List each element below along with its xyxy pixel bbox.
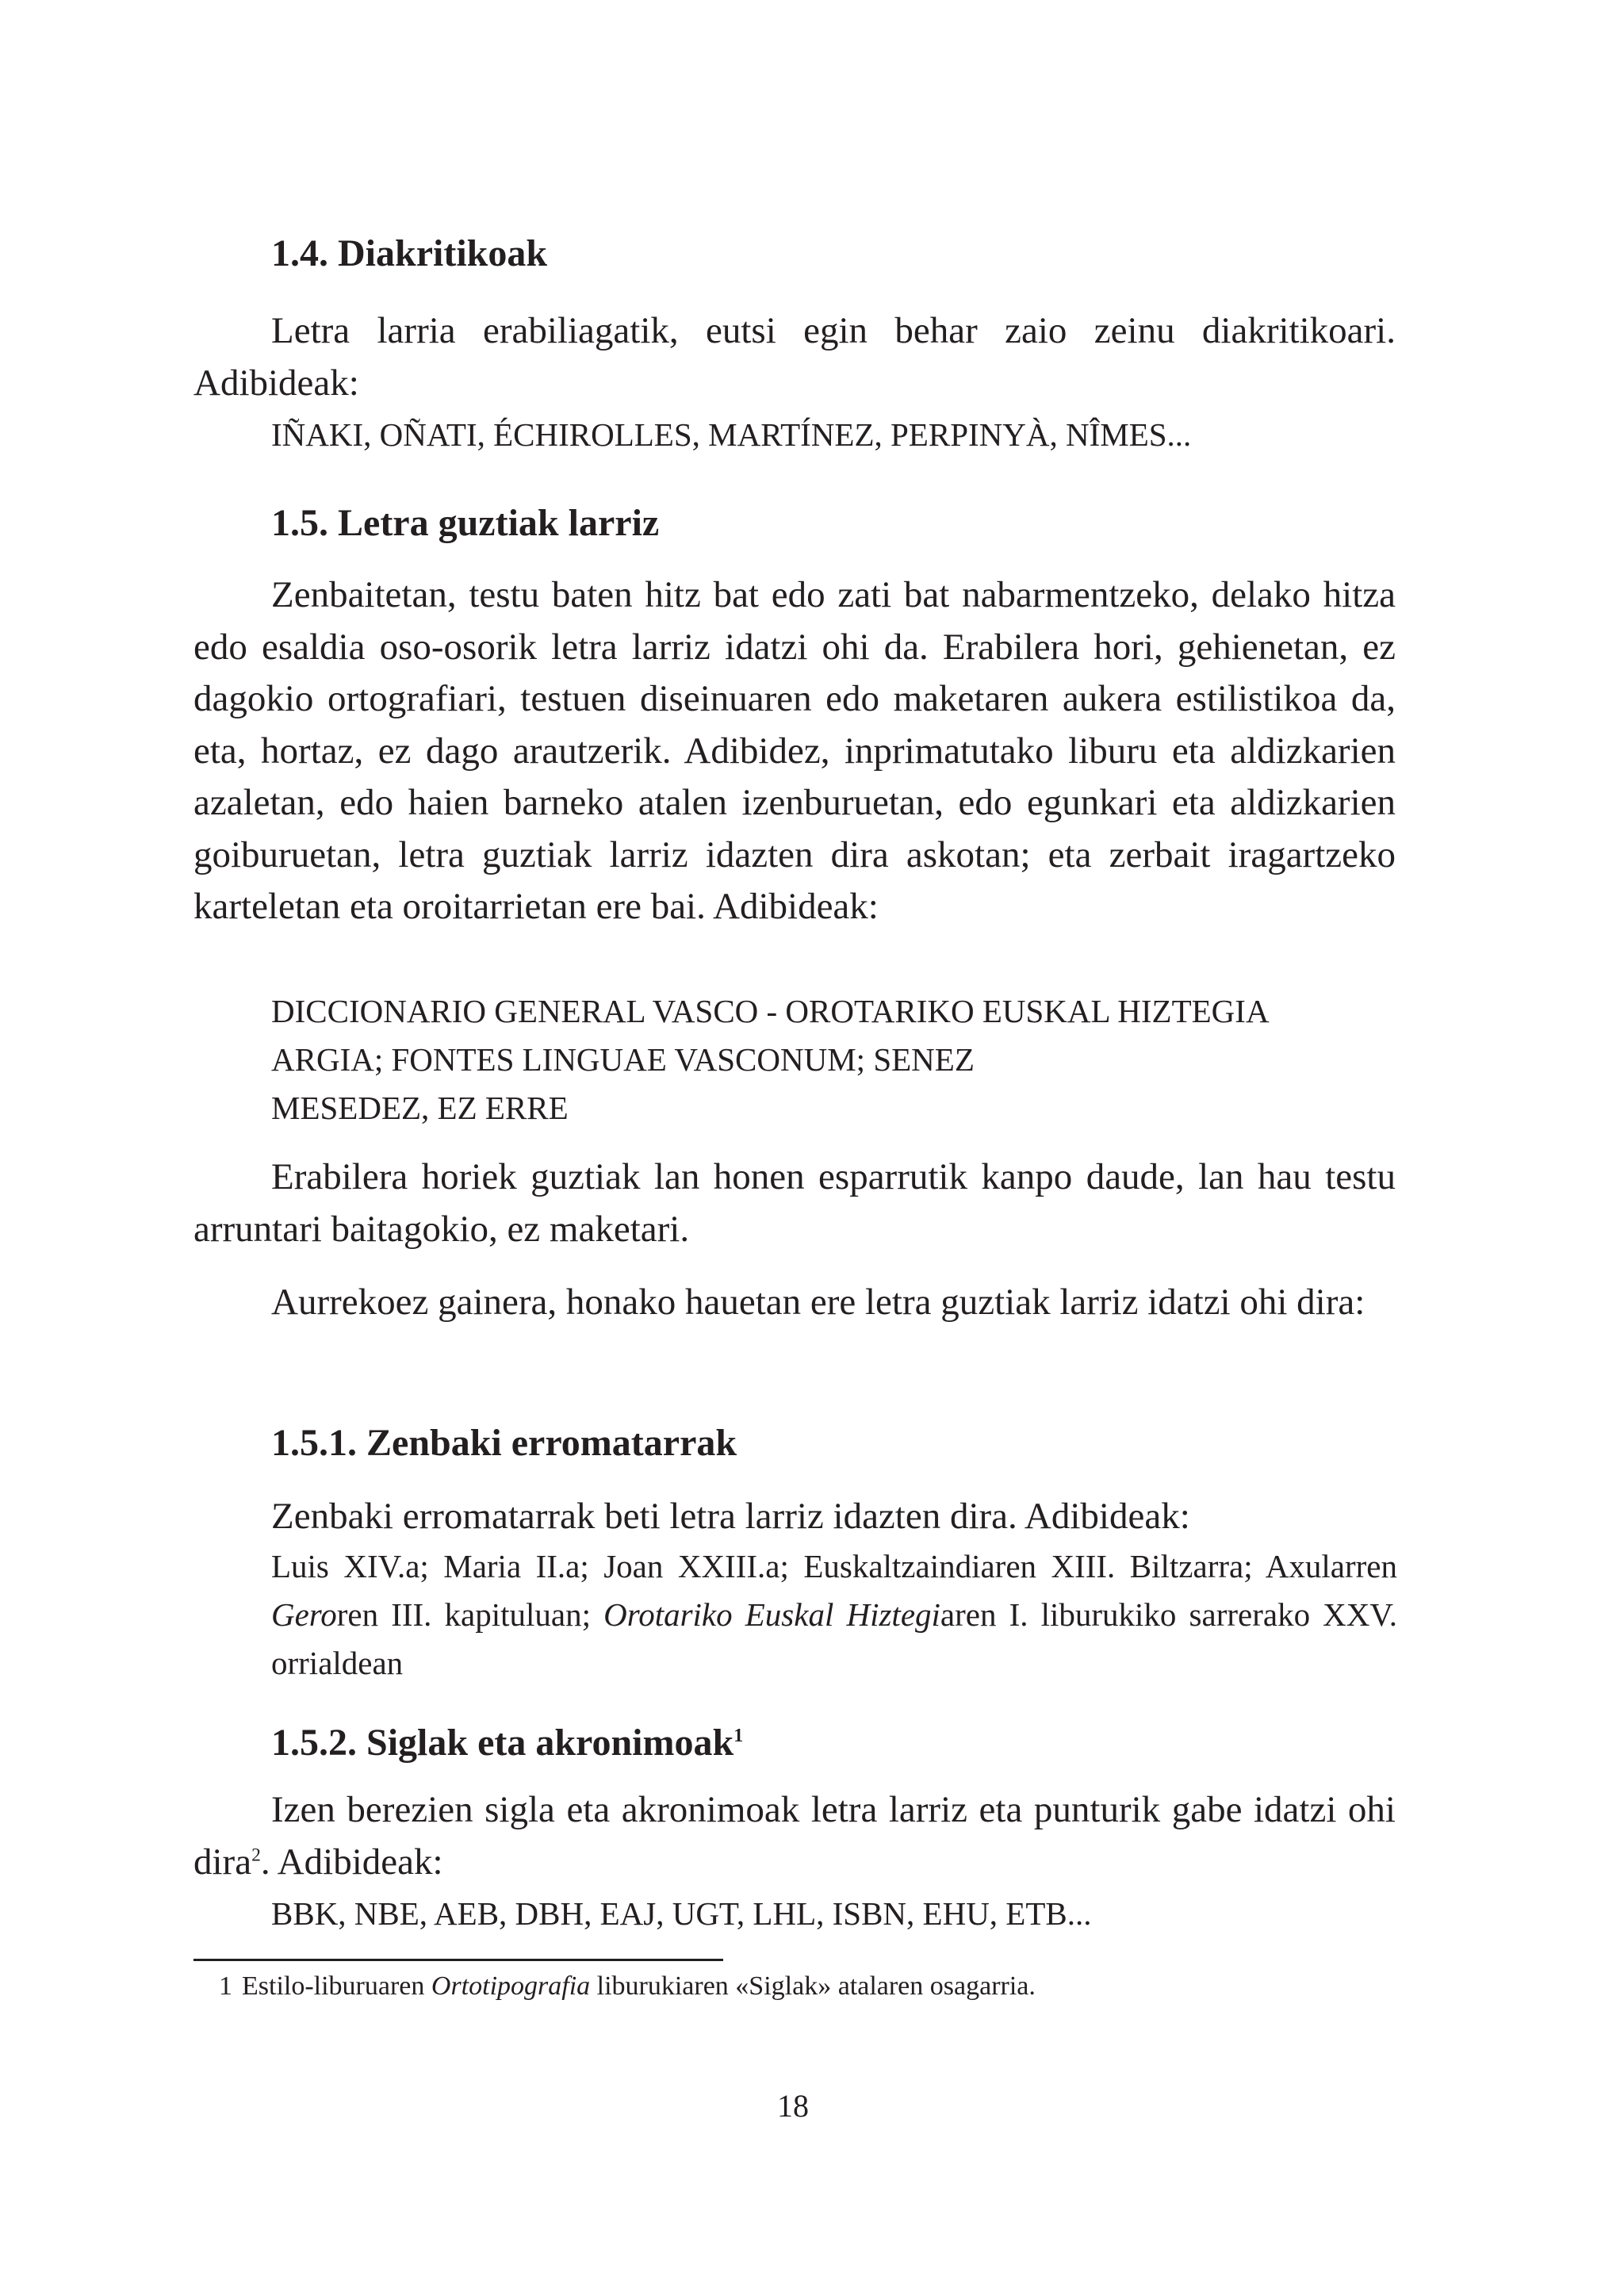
footnote-number: 1: [219, 1971, 232, 2001]
paragraph-text: Letra larria erabiliagatik, eutsi egin behar zaio zeinu diakritikoari. Adibideak:: [193, 310, 1396, 404]
page-number: 18: [777, 2088, 809, 2124]
footnote-text: Estilo-liburuaren: [242, 1971, 431, 2001]
section-heading-1-5-2: [271, 1719, 743, 1767]
footnote-marker[interactable]: 1: [733, 1726, 744, 1746]
paragraph-text: Izen berezien sigla eta akronimoak letra larriz eta punturik gabe idatzi ohi dira: [193, 1789, 1396, 1883]
example-line: DICCIONARIO GENERAL VASCO - OROTARIKO EUSKAL HIZTEGIA: [271, 993, 1270, 1029]
example-text: Luis XIV.a; Maria II.a; Joan XXIII.a; Euskaltzaindiaren XIII. Biltzarra; Axularren: [271, 1548, 1397, 1584]
example-text: ren III. kapituluan;: [336, 1596, 604, 1633]
heading-text: 1.5.2. Siglak eta akronimoak: [271, 1722, 734, 1764]
example-text: aren I. liburukiko sarrerako XXV. orrialdean: [271, 1596, 1397, 1681]
footnote-text: liburukiaren «Siglak» atalaren osagarria.: [590, 1971, 1036, 2001]
footnote: [219, 1968, 1392, 2005]
paragraph-1-5-intro: [193, 569, 1396, 933]
footnote-marker[interactable]: 2: [251, 1844, 261, 1865]
example-acronyms: BBK, NBE, AEB, DBH, EAJ, UGT, LHL, ISBN, EHU, ETB...: [271, 1895, 1092, 1932]
example-line: ARGIA; FONTES LINGUAE VASCONUM; SENEZ: [271, 1041, 975, 1078]
paragraph-text: Aurrekoez gainera, honako hauetan ere letra guztiak larriz idatzi ohi dira:: [271, 1282, 1365, 1323]
section-heading-1-5-1: 1.5.1. Zenbaki erromatarrak: [271, 1422, 737, 1464]
section-heading-1-4: 1.4. Diakritikoak: [271, 232, 548, 274]
paragraph-text: Zenbaitetan, testu baten hitz bat edo zati bat nabarmentzeko, delako hitza edo esaldia oso-osorik letra larriz idatzi ohi da. Erabilera hori, gehienetan, ez dagokio ortografiari, testuen diseinuaren edo maketaren aukera estilistikoa da, eta, hortaz, ez dago arautzerik. Adibidez, inprimatutako liburu eta aldizkarien azaletan, edo haien barneko atalen izenburuetan, edo egunkari eta aldizkarien goiburuetan, letra guztiak larriz idazten dira askotan; eta zerbait iragartzeko karteletan eta oroitarrietan ere bai. Adibideak:: [193, 574, 1396, 927]
example-line: MESEDEZ, EZ ERRE: [271, 1090, 569, 1126]
paragraph-1-4: [193, 305, 1396, 409]
paragraph-text: Zenbaki erromatarrak beti letra larriz idazten dira. Adibideak:: [271, 1496, 1190, 1537]
example-italic-title: Gero: [271, 1596, 337, 1633]
paragraph-1-5-2: [193, 1784, 1396, 1888]
example-italic-title: Orotariko Euskal Hiztegi: [603, 1596, 940, 1633]
paragraph-1-5-more: [193, 1277, 1396, 1329]
footnote-divider: [193, 1959, 723, 1961]
example-roman-numerals: [271, 1542, 1397, 1688]
paragraph-1-5-scope: [193, 1151, 1396, 1255]
example-line-diacritics: IÑAKI, OÑATI, ÉCHIROLLES, MARTÍNEZ, PERPINYÀ, NÎMES...: [271, 416, 1192, 453]
paragraph-text: . Adibideak:: [260, 1841, 443, 1883]
section-heading-1-5: 1.5. Letra guztiak larriz: [271, 502, 660, 544]
paragraph-text: Erabilera horiek guztiak lan honen esparrutik kanpo daude, lan hau testu arruntari baitagokio, ez maketari.: [193, 1156, 1396, 1250]
footnote-italic-title: Ortotipografia: [431, 1971, 591, 2001]
paragraph-1-5-1: [193, 1491, 1396, 1543]
